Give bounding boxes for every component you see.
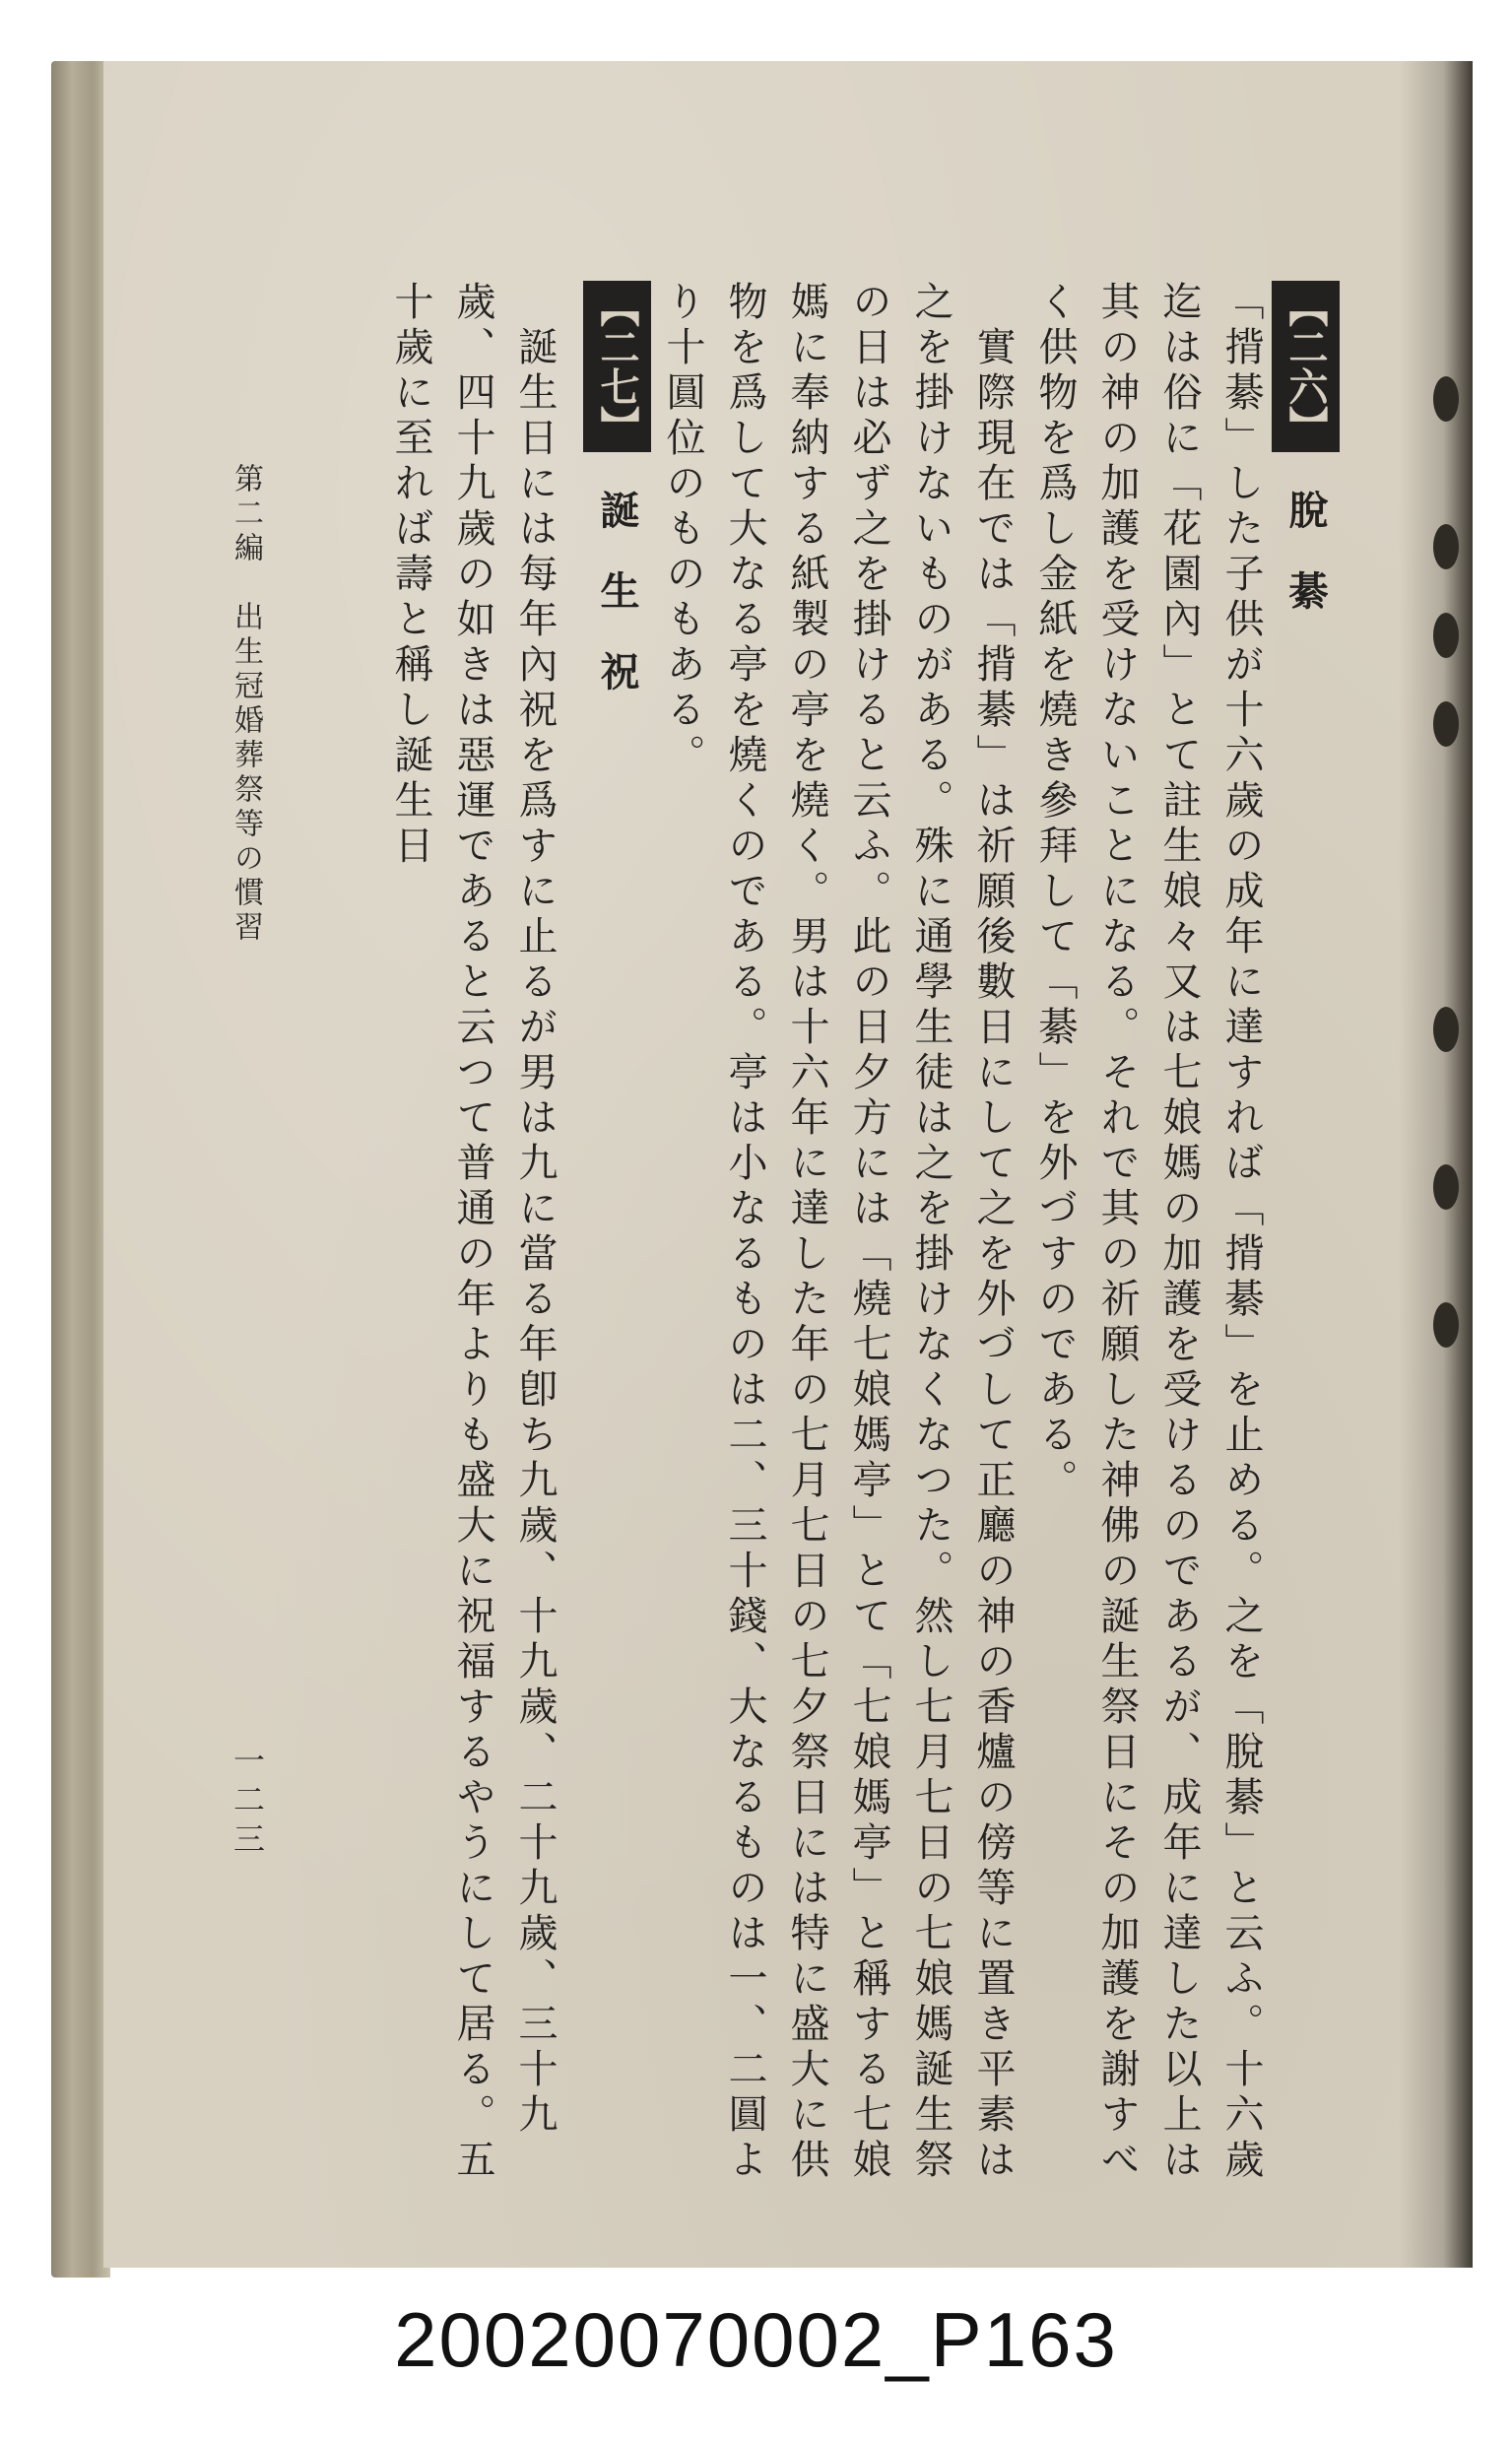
image-id-caption: 20020070002_P163 [394,2296,1118,2383]
binding-stitch [1433,376,1459,422]
binding-stitch [1433,1007,1459,1052]
binding-stitch [1433,613,1459,658]
vertical-body-text [335,281,1340,2202]
paragraph: 實際現在では「揹綦」は祈願後數日にして之を外づして正廳の神の香爐の傍等に置き平素は之を掛けないものがある。殊に通學生徒は之を掛けなくなつた。然し七月七日の七娘媽誕生祭の日は必ず之を掛けると云ふ。此の日夕方には「燒七娘媽亭」とて「七娘媽亭」と稱する七娘媽に奉納する紙製の亭を燒く。男は十六年に達した年の七月七日の七夕祭日には特に盛大に供物を爲して大なる亭を燒くのである。亭は小なるものは二、三十錢、大なるものは一、二圓より十圓位のものもある。 [660,281,1016,2184]
section-title: 脫 綦 [1282,489,1329,624]
section-number: 【二七】 [583,281,651,452]
binding-stitch [1433,701,1459,747]
page-edge-stack [51,61,110,2278]
binding-stitch [1433,1302,1459,1348]
section-heading-26 [1272,281,1340,2202]
section-heading-27 [583,281,651,2202]
binding-stitch [1433,524,1459,569]
page-number: 一二三 [229,1744,266,1862]
binding-stitch [1433,1164,1459,1210]
section-title: 誕 生 祝 [594,489,640,704]
running-title: 第二編 出生冠婚葬祭等の慣習 [229,463,263,946]
paragraph: 誕生日には每年內祝を爲すに止るが男は九に當る年卽ち九歲、十九歲、二十九歲、三十九歲、四十九歲の如きは惡運であると云つて普通の年よりも盛大に祝福するやうにして居る。五十歲に至れば壽と稱し誕生日 [388,281,558,2184]
paragraph: 「揹綦」した子供が十六歲の成年に達すれば「揹綦」を止める。之を「脫綦」と云ふ。十六歲迄は俗に「花園內」とて註生娘々又は七娘媽の加護を受けるのであるが、成年に達した以上は其の神の加護を受けないことになる。それで其の祈願した神佛の誕生祭日にその加護を謝すべく供物を爲し金紙を燒き參拜して「綦」を外づすのである。 [1032,281,1264,2184]
section-number: 【二六】 [1272,281,1340,452]
